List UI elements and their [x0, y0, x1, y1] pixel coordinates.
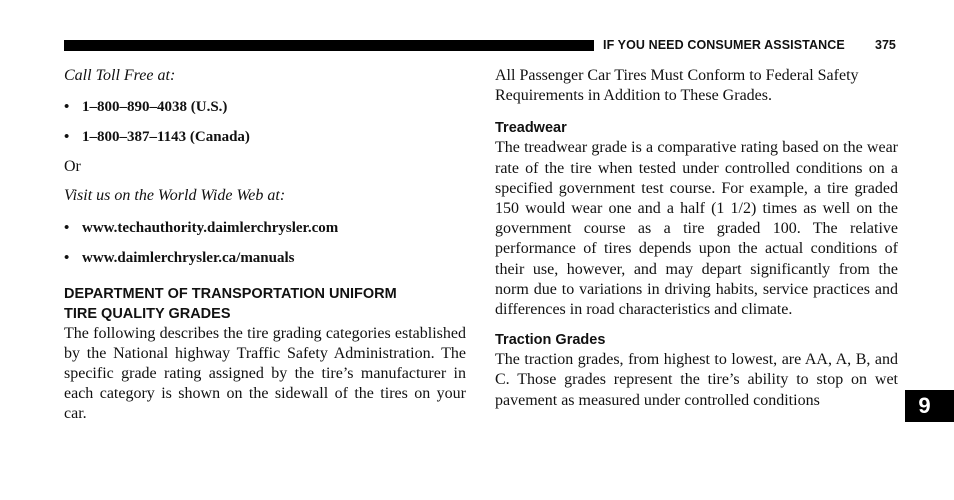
phone-canada-text: 1–800–387–1143 (Canada) [82, 129, 250, 146]
phone-us-text: 1–800–890–4038 (U.S.) [82, 99, 228, 116]
page-number: 375 [875, 38, 896, 52]
intro-paragraph: All Passenger Car Tires Must Conform to Federal Safety Requirements in Addition to These Grades. [495, 67, 859, 105]
treadwear-body: The treadwear grade is a comparative rating based on the wear rate of the tire when tested under controlled conditions on a specified government test course. For example, a tire graded 150 would wear one and a half (1 1/2) times as well on the government course as a tire graded 100. The relative performance of tires depends upon the actual conditions of their use, however, and may depart significantly from the norm due to variations in driving habits, service practices and differences in road characteristics and climate. [495, 139, 898, 319]
traction-heading: Traction Grades [495, 332, 606, 349]
section-body: The following describes the tire grading categories established by the National highway Traffic Safety Administration. The specific grade rating assigned by the tire’s manufacturer in each category is shown on the sidewall of the tires on your car. [64, 324, 466, 423]
or-text: Or [64, 158, 81, 176]
treadwear-heading: Treadwear [495, 120, 567, 137]
url-techauthority-text: www.techauthority.daimlerchrysler.com [82, 219, 339, 236]
header-rule [64, 40, 594, 51]
traction-body: The traction grades, from highest to lowest, are AA, A, B, and C. Those grades represent the tire’s ability to stop on wet pavement as measured under controlled conditions [495, 351, 898, 409]
web-label: Visit us on the World Wide Web at: [64, 187, 286, 205]
url-manuals [64, 248, 466, 268]
phone-us [64, 97, 466, 117]
section-heading-line1: DEPARTMENT OF TRANSPORTATION UNIFORM [64, 285, 397, 302]
bullet-icon: • [64, 249, 70, 266]
call-label: Call Toll Free at: [64, 67, 176, 84]
section-heading-line2: TIRE QUALITY GRADES [64, 305, 231, 322]
url-techauthority [64, 218, 466, 238]
phone-canada [64, 127, 466, 147]
url-manuals-text: www.daimlerchrysler.ca/manuals [82, 249, 295, 266]
right-column [495, 66, 898, 411]
running-header-title: IF YOU NEED CONSUMER ASSISTANCE [603, 38, 845, 52]
bullet-icon: • [64, 99, 70, 116]
section-tab: 9 [905, 390, 954, 422]
bullet-icon: • [64, 129, 70, 146]
bullet-icon: • [64, 219, 70, 236]
left-column [64, 66, 466, 425]
